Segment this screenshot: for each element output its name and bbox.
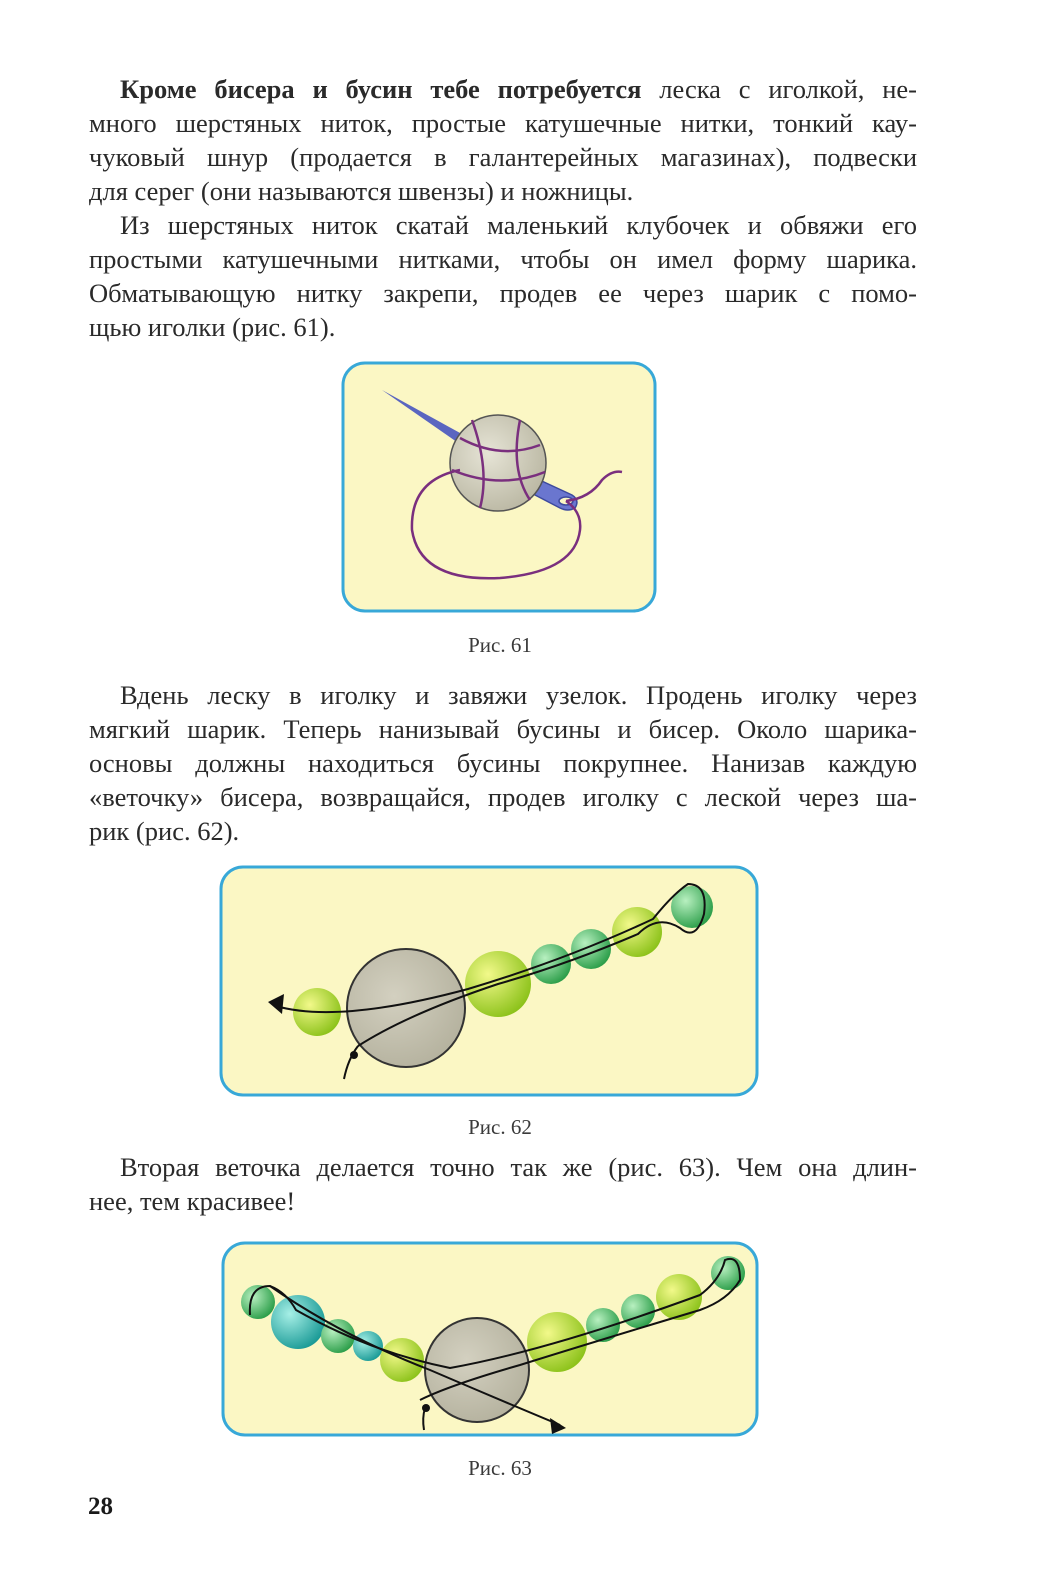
wool-ball-icon [450, 415, 546, 511]
bead [621, 1294, 655, 1328]
paragraph-1-line-3: чуковый шнур (продается в галантерейных магазинах), подвески [89, 142, 917, 172]
paragraph-3-line-5: рик (рис. 62). [89, 816, 240, 846]
paragraph-1-line-1: Кроме бисера и бусин тебе потребуется леска с иголкой, не- [120, 74, 917, 104]
paragraph-4-line-2: нее, тем красивее! [89, 1186, 296, 1216]
wool-ball-icon [347, 949, 465, 1067]
paragraph-3-line-1: Вдень леску в иголку и завяжи узелок. Продень иголку через [120, 680, 917, 710]
paragraph-3-line-4: «веточку» бисера, возвращайся, продев иголку с леской через ша- [89, 782, 917, 812]
paragraph-4-line-1: Вторая веточка делается точно так же (рис. 63). Чем она длин- [120, 1152, 917, 1182]
paragraph-4 [89, 1150, 917, 1218]
paragraph-2-line-2: простыми катушечными нитками, чтобы он имел форму шарика. [89, 244, 917, 274]
paragraph-2-line-4: щью иголки (рис. 61). [89, 312, 336, 342]
bead [531, 944, 571, 984]
page-number: 28 [88, 1493, 113, 1520]
paragraph-3 [89, 678, 917, 848]
bold-lead: Кроме бисера и бусин тебе потребуется [120, 74, 642, 104]
knot-icon [422, 1404, 430, 1412]
knot-icon [350, 1051, 358, 1059]
paragraph-1-line-2: много шерстяных ниток, простые катушечные нитки, тонкий кау- [89, 108, 917, 138]
bead [612, 907, 662, 957]
paragraph-3-line-3: основы должны находиться бусины покрупнее. Нанизав каждую [89, 748, 917, 778]
figure-63 [220, 1240, 760, 1440]
paragraph-2-line-1: Из шерстяных ниток скатай маленький клубочек и обвяжи его [120, 210, 917, 240]
figure-62 [218, 864, 760, 1100]
figure-61 [340, 360, 660, 616]
figure-61-caption: Рис. 61 [468, 633, 532, 657]
paragraph-3-line-2: мягкий шарик. Теперь нанизывай бусины и бисер. Около шарика- [89, 714, 917, 744]
paragraph-2-line-3: Обматывающую нитку закрепи, продев ее через шарик с помо- [89, 278, 917, 308]
bead [353, 1331, 383, 1361]
paragraph-1 [89, 72, 917, 208]
paragraph-1-line-4: для серег (они называются швензы) и ножницы. [89, 176, 634, 206]
bead [571, 929, 611, 969]
paragraph-2 [89, 208, 917, 344]
figure-62-caption: Рис. 62 [468, 1115, 532, 1139]
figure-63-caption: Рис. 63 [468, 1456, 532, 1480]
